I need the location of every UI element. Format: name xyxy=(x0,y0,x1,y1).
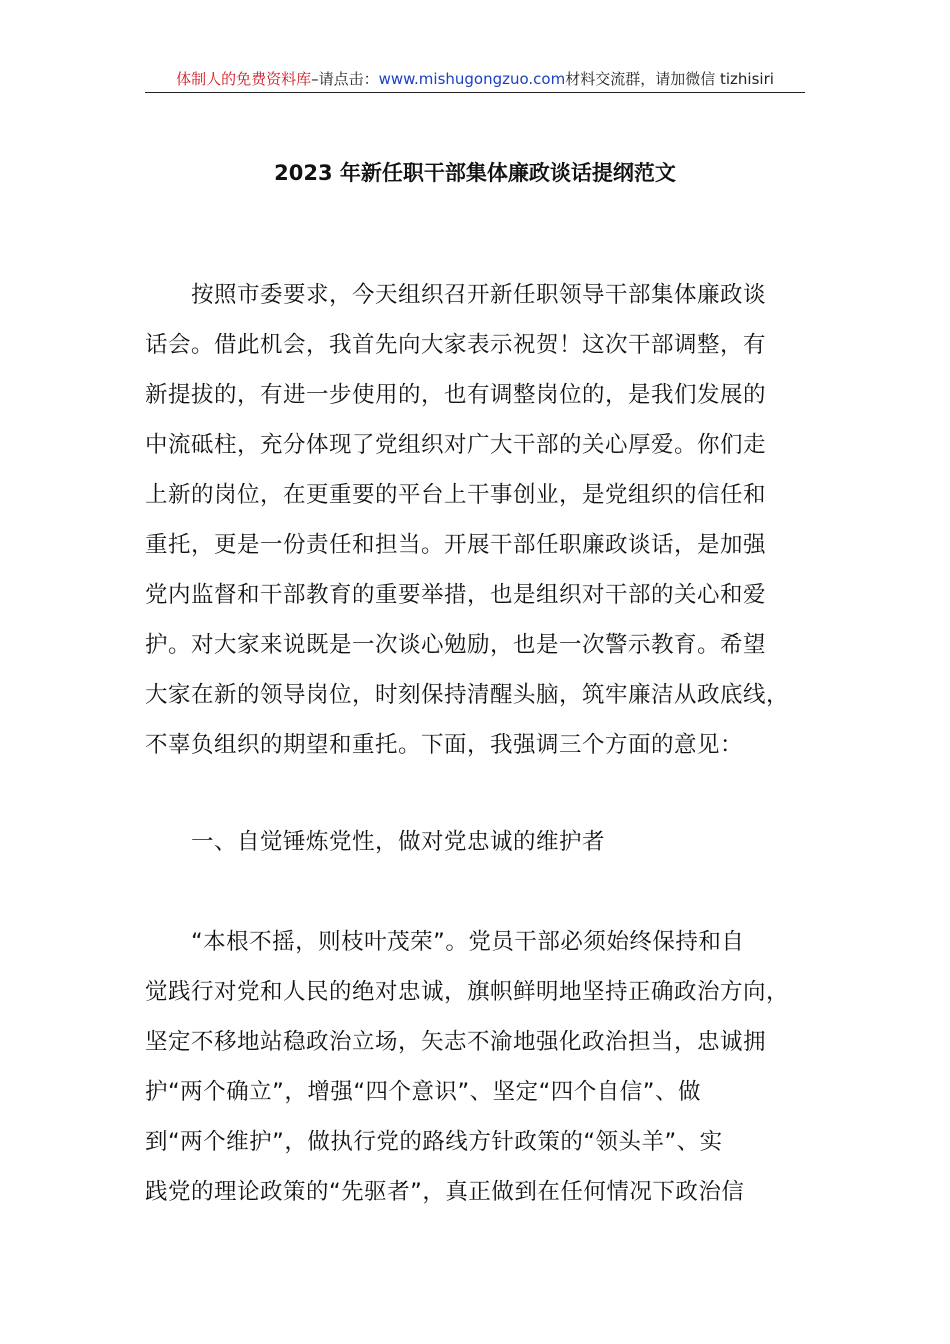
paragraph-line: 践党的理论政策的“先驱者”，真正做到在任何情况下政治信 xyxy=(145,1179,745,1205)
paragraph-line: 觉践行对党和人民的绝对忠诚，旗帜鲜明地坚持正确政治方向， xyxy=(145,979,790,1005)
page-header xyxy=(145,66,805,93)
section-heading xyxy=(145,817,825,867)
paragraph-line: 话会。借此机会，我首先向大家表示祝贺！这次干部调整，有 xyxy=(145,332,767,358)
paragraph-line: 党内监督和干部教育的重要举措，也是组织对干部的关心和爱 xyxy=(145,582,767,608)
paragraph-line: 到“两个维护”，做执行党的路线方针政策的“领头羊”、实 xyxy=(145,1129,723,1155)
paragraph-line: 新提拔的，有进一步使用的，也有调整岗位的，是我们发展的 xyxy=(145,382,767,408)
header-brand: 体制人的免费资料库 xyxy=(176,70,312,88)
header-prompt: –请点击： xyxy=(311,70,379,88)
header-note: 材料交流群，请加微信 tizhisiri xyxy=(565,70,774,88)
paragraph-line: 不辜负组织的期望和重托。下面，我强调三个方面的意见： xyxy=(145,732,744,758)
intro-paragraph xyxy=(145,270,825,770)
section-heading-text: 一、自觉锤炼党性，做对党忠诚的维护者 xyxy=(191,829,606,855)
paragraph-line: 按照市委要求，今天组织召开新任职领导干部集体廉政谈 xyxy=(191,282,767,308)
paragraph-line: 护。对大家来说既是一次谈心勉励，也是一次警示教育。希望 xyxy=(145,632,767,658)
paragraph-line: 坚定不移地站稳政治立场，矢志不渝地强化政治担当，忠诚拥 xyxy=(145,1029,767,1055)
document-title: 2023 年新任职干部集体廉政谈话提纲范文 xyxy=(274,161,676,185)
paragraph-line: 中流砥柱，充分体现了党组织对广大干部的关心厚爱。你们走 xyxy=(145,432,767,458)
paragraph-line: 上新的岗位，在更重要的平台上干事创业，是党组织的信任和 xyxy=(145,482,767,508)
paragraph-line: 重托，更是一份责任和担当。开展干部任职廉政谈话，是加强 xyxy=(145,532,767,558)
paragraph-line: 护“两个确立”，增强“四个意识”、坚定“四个自信”、做 xyxy=(145,1079,701,1105)
paragraph-line: 大家在新的领导岗位，时刻保持清醒头脑，筑牢廉洁从政底线， xyxy=(145,682,790,708)
section-paragraph xyxy=(145,917,825,1217)
paragraph-line: “本根不摇，则枝叶茂荣”。党员干部必须始终保持和自 xyxy=(191,929,745,955)
header-website-link[interactable]: www.mishugongzuo.com xyxy=(378,70,566,88)
